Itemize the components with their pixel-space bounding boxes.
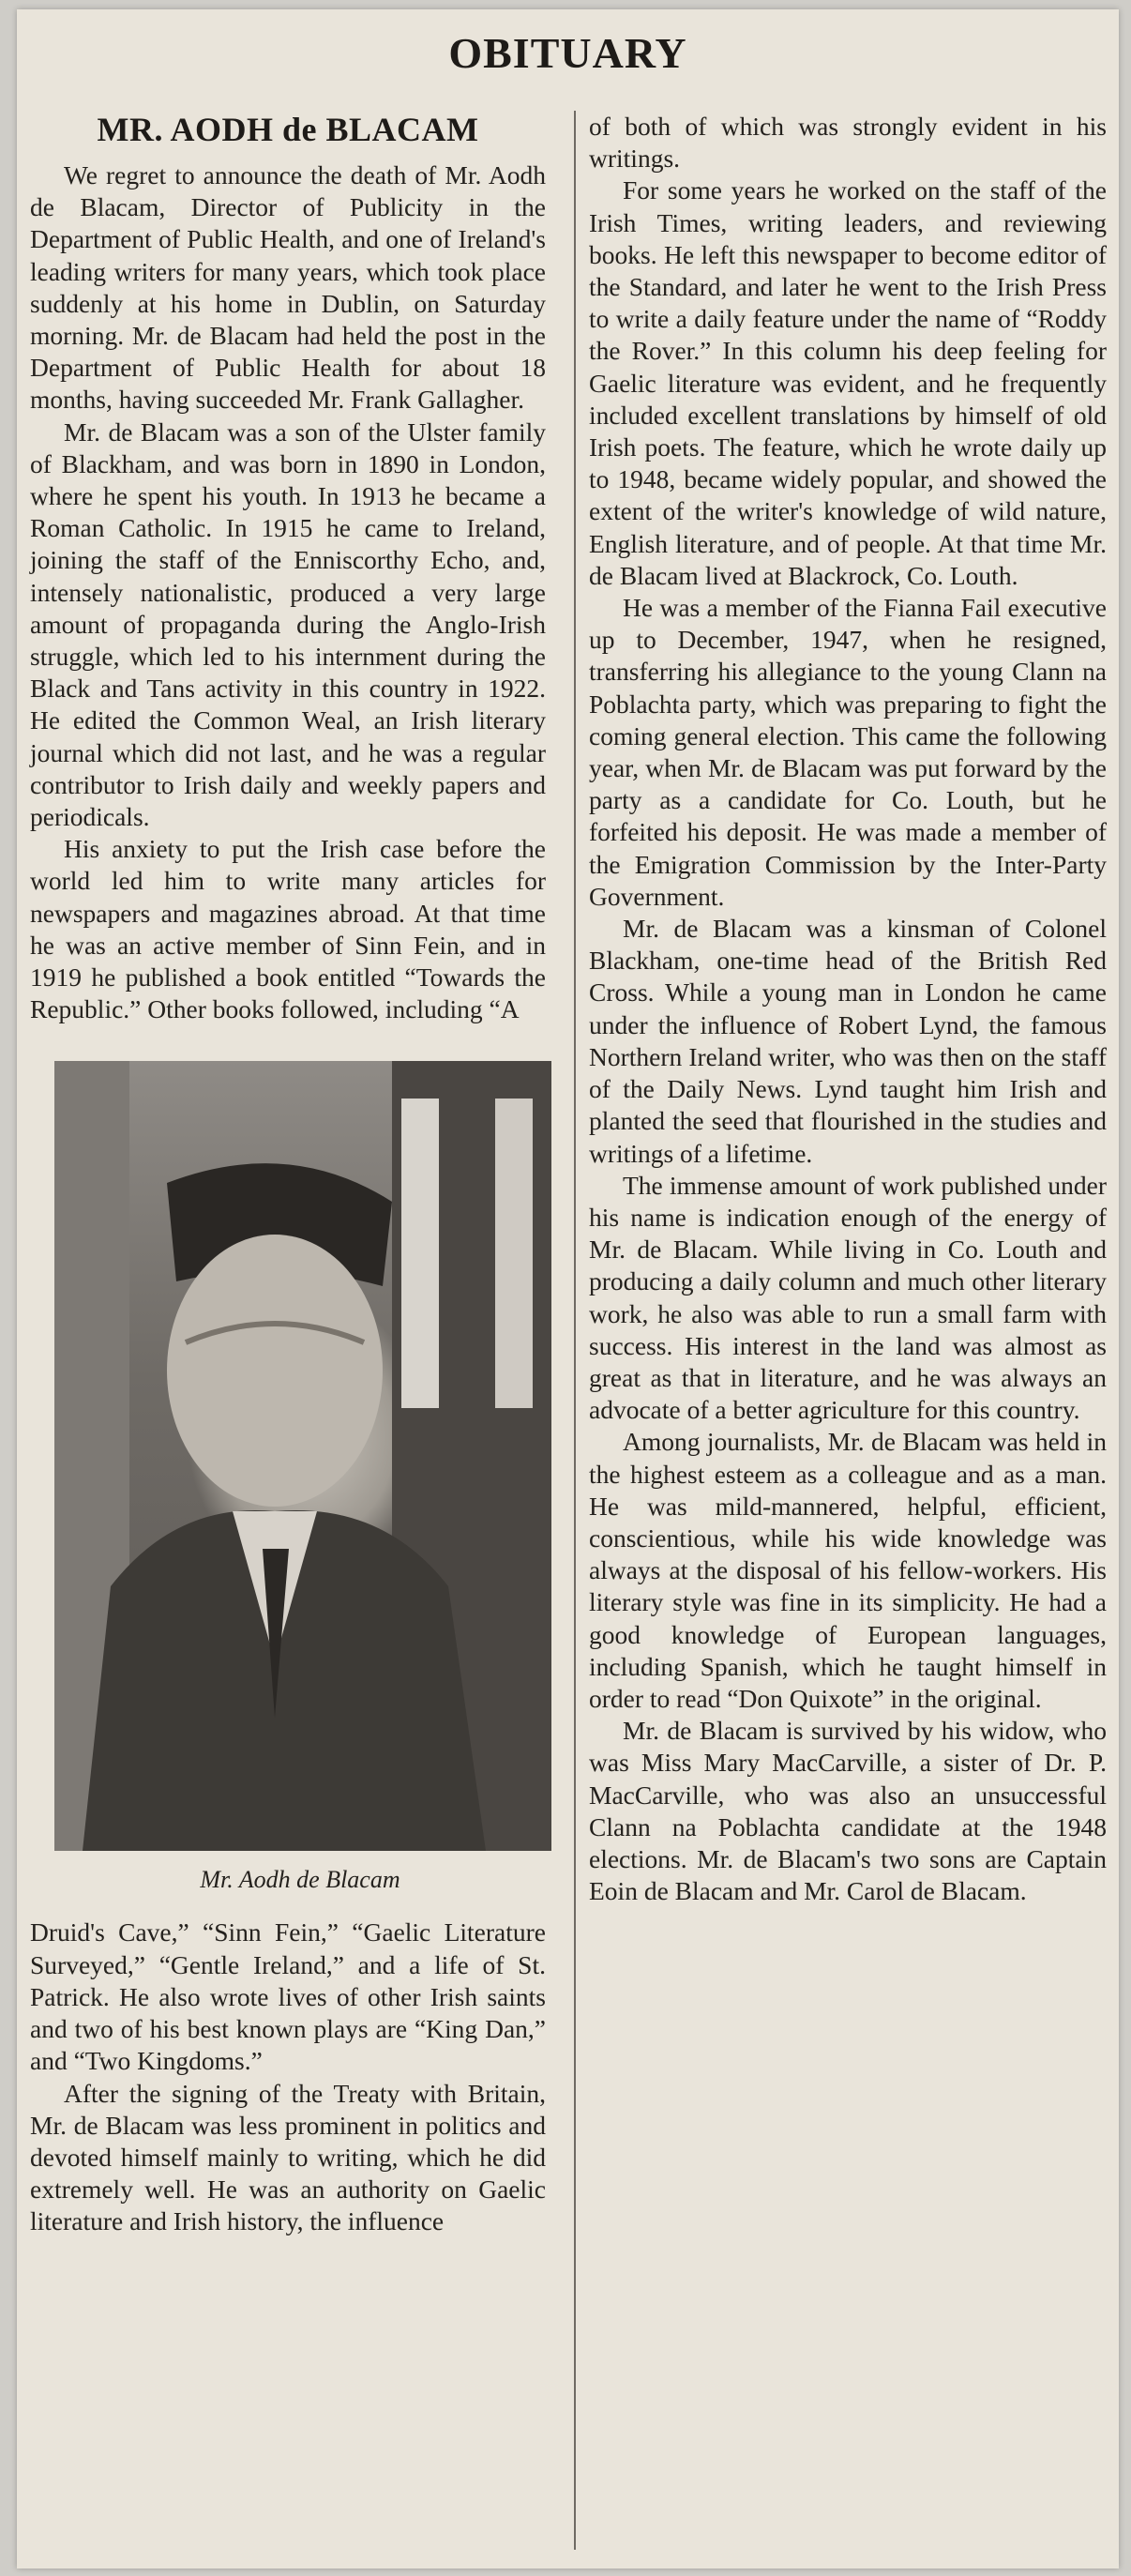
paragraph: For some years he worked on the staff of the Irish Times, writing leaders, and reviewing books. He left this newspaper to become editor of the Standard, and later he went to the Irish Press to write a daily feature under the name of “Roddy the Rover.” In this column his deep feeling for Gaelic literature was evident, and he frequently included excellent translations by himself of old Irish poets. The feature, which he wrote daily up to 1948, became widely popular, and showed the extent of the writer's knowledge of wild nature, English literature, and of people. At that time Mr. de Blacam lived at Blackrock, Co. Louth. (589, 175, 1107, 590)
paragraph: Mr. de Blacam is survived by his widow, who was Miss Mary MacCarville, a sister of Dr. P. MacCarville, who was also an unsuccessful Clann na Poblachta candidate at the 1948 elections. Mr. de Blacam's two sons are Captain Eoin de Blacam and Mr. Carol de Blacam. (589, 1716, 1107, 1906)
paragraph: Among journalists, Mr. de Blacam was held in the highest esteem as a colleague and as a man. He was mild-mannered, helpful, efficient, conscientious, while his wide knowledge was always at the disposal of his fellow-workers. His literary style was fine in its simplicity. He had a good knowledge of European languages, including Spanish, which he taught himself in order to read “Don Quixote” in the original. (589, 1427, 1107, 1713)
right-column (589, 111, 1107, 1907)
column-divider (574, 111, 576, 2550)
paragraph: Mr. de Blacam was a kinsman of Colonel Blackham, one-time head of the British Red Cross. While a young man in London he came under the influence of Robert Lynd, the famous Northern Ireland writer, who was then on the staff of the Daily News. Lynd taught him Irish and planted the seed that flourished in the studies and writings of a lifetime. (589, 914, 1107, 1168)
photo-caption: Mr. Aodh de Blacam (200, 1866, 400, 1894)
left-column (30, 111, 546, 2238)
portrait-illustration (54, 1061, 551, 1851)
newspaper-clipping (17, 9, 1119, 2568)
paragraph: Druid's Cave,” “Sinn Fein,” “Gaelic Literature Surveyed,” “Gentle Ireland,” and a life of St. Patrick. He also wrote lives of other Irish saints and two of his best known plays are “King Dan,” and “Two Kingdoms.” (30, 1917, 546, 2076)
paragraph: He was a member of the Fianna Fail executive up to December, 1947, when he resigned, transferring his allegiance to the young Clann na Poblachta party, which was preparing to fight the coming general election. This came the following year, when Mr. de Blacam was put forward by the party as a candidate for Co. Louth, but he forfeited his deposit. He was made a member of the Emigration Commission by the Inter-Party Government. (589, 593, 1107, 911)
paragraph: His anxiety to put the Irish case before the world led him to write many articles for newspapers and magazines abroad. At that time he was an active member of Sinn Fein, and in 1919 he published a book entitled “Towards the Republic.” Other books followed, including “A (30, 834, 546, 1024)
article-headline: MR. AODH de BLACAM (97, 111, 479, 148)
portrait-photo (54, 1061, 551, 1851)
paragraph: The immense amount of work published under his name is indication enough of the energy of Mr. de Blacam. While living in Co. Louth and producing a daily column and much other literary work, he also was able to run a small farm with success. His interest in the land was almost as great as that in literature, and he was always an advocate of a better agriculture for this country. (589, 1170, 1107, 1425)
paragraph: After the signing of the Treaty with Britain, Mr. de Blacam was less prominent in politics and devoted himself mainly to writing, which he did extremely well. He was an authority on Gaelic literature and Irish history, the influence (30, 2078, 546, 2236)
paragraph: Mr. de Blacam was a son of the Ulster family of Blackham, and was born in 1890 in London, where he spent his youth. In 1913 he became a Roman Catholic. In 1915 he came to Ireland, joining the staff of the Enniscorthy Echo, and, intensely nationalistic, produced a very large amount of propaganda during the Anglo-Irish struggle, which led to his internment during the Black and Tans activity in this country in 1922. He edited the Common Weal, an Irish literary journal which did not last, and he was a regular contributor to Irish daily and weekly papers and periodicals. (30, 417, 546, 832)
paragraph: of both of which was strongly evident in his writings. (589, 112, 1107, 174)
paragraph: We regret to announce the death of Mr. Aodh de Blacam, Director of Publicity in the Department of Public Health, and one of Ireland's leading writers for many years, which took place suddenly at his home in Dublin, on Saturday morning. Mr. de Blacam had held the post in the Department of Public Health for about 18 months, having succeeded Mr. Frank Gallagher. (30, 160, 546, 415)
section-heading: OBITUARY (448, 29, 687, 77)
